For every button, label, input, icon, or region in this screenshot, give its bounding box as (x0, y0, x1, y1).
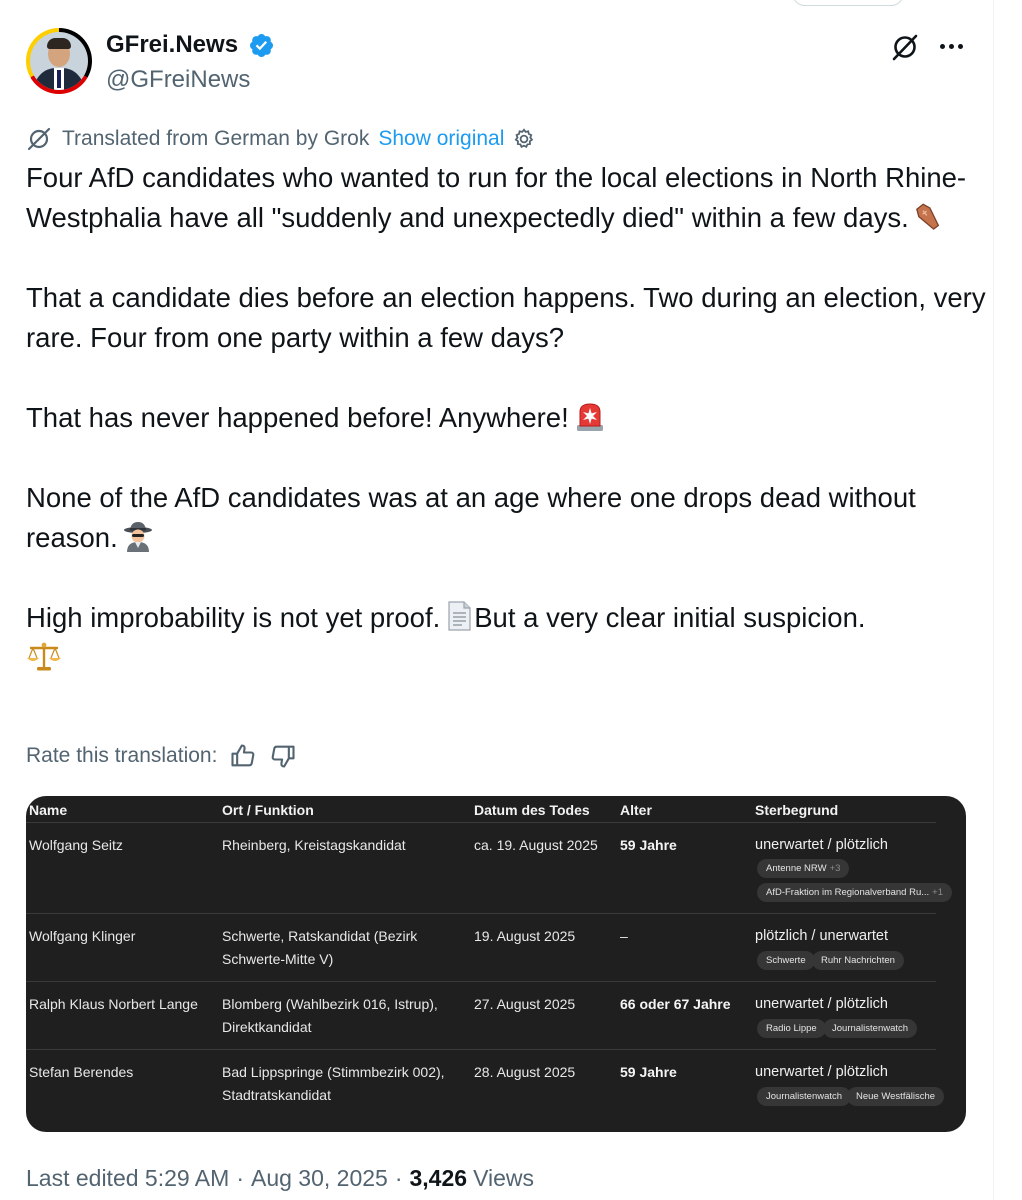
last-edited[interactable]: Last edited 5:29 AM (26, 1164, 230, 1191)
cell-ort: Bad Lippspringe (Stimmbezirk 002), (222, 1064, 445, 1080)
table-header-grund: Sterbegrund (755, 802, 839, 818)
table-divider (26, 822, 936, 823)
cell-ort-line2: Direktkandidat (222, 1019, 312, 1035)
cell-sterbegrund: unerwartet / plötzlich (755, 837, 888, 853)
source-chip[interactable]: Neue Westfälische (847, 1087, 944, 1106)
scales-icon (26, 640, 62, 672)
more-icon[interactable] (934, 34, 968, 58)
footer-separator: · (394, 1164, 403, 1191)
views-label: Views (473, 1164, 534, 1191)
cell-sterbegrund: unerwartet / plötzlich (755, 1064, 888, 1080)
detective-icon (122, 520, 154, 552)
views-count: 3,426 (409, 1164, 468, 1191)
cell-alter: 59 Jahre (620, 1064, 677, 1080)
candidates-table-image[interactable] (26, 796, 966, 1132)
source-chip[interactable]: Journalistenwatch (823, 1019, 917, 1038)
verified-badge-icon (248, 32, 275, 59)
source-chip[interactable]: Ruhr Nachrichten (812, 951, 904, 970)
table-header-name: Name (29, 802, 68, 818)
tweet-paragraph: That a candidate dies before an election happens. Two during an election, very rare. Four from one party within a few days? (26, 282, 986, 353)
tweet-paragraph: Four AfD candidates who wanted to run for the local elections in North Rhine-Westphalia have all "suddenly and unexpectedly died" within a few days. (26, 162, 967, 233)
cell-name: Ralph Klaus Norbert Lange (29, 996, 198, 1012)
footer-separator: · (236, 1164, 244, 1191)
police-light-icon (573, 400, 607, 432)
cell-sterbegrund: plötzlich / unerwartet (755, 928, 888, 944)
cell-datum: 28. August 2025 (474, 1064, 576, 1080)
tweet-footer (26, 1162, 534, 1194)
cell-datum: ca. 19. August 2025 (474, 837, 598, 853)
table-divider (26, 981, 936, 982)
coffin-icon (913, 202, 943, 232)
page-icon (444, 600, 474, 632)
cell-ort-line2: Stadtratskandidat (222, 1087, 331, 1103)
cell-alter: – (620, 928, 628, 944)
rate-translation-label: Rate this translation: (26, 744, 218, 767)
thumbs-down-icon[interactable] (269, 742, 297, 770)
table-header-ort: Ort / Funktion (222, 802, 314, 818)
tweet-paragraph: High improbability is not yet proof. But a very clear initial suspicion. (26, 598, 986, 678)
table-header-datum: Datum des Todes (474, 802, 590, 818)
post-date[interactable]: Aug 30, 2025 (250, 1164, 388, 1191)
rate-translation (26, 740, 297, 772)
tweet-text (26, 158, 986, 678)
translation-notice-text: Translated from German by Grok (62, 127, 370, 150)
table-divider (26, 913, 936, 914)
cell-datum: 27. August 2025 (474, 996, 576, 1012)
cell-ort: Schwerte, Ratskandidat (Bezirk (222, 928, 418, 944)
gear-icon[interactable] (512, 127, 536, 151)
table-header-alter: Alter (620, 802, 652, 818)
follow-button-partial[interactable] (792, 0, 904, 6)
column-divider (993, 0, 994, 1200)
grok-icon[interactable] (890, 32, 920, 62)
translation-notice (26, 124, 536, 154)
thumbs-up-icon[interactable] (229, 742, 257, 770)
cell-ort-line2: Schwerte-Mitte V) (222, 951, 334, 967)
author-display-name[interactable]: GFrei.News (106, 31, 239, 58)
table-divider (26, 1049, 936, 1050)
avatar[interactable] (26, 28, 92, 94)
tweet-paragraph: None of the AfD candidates was at an age where one drops dead without reason. (26, 482, 916, 553)
source-chip[interactable]: Antenne NRW +3 (757, 859, 849, 878)
cell-datum: 19. August 2025 (474, 928, 576, 944)
cell-ort: Blomberg (Wahlbezirk 016, Istrup), (222, 996, 438, 1012)
cell-ort: Rheinberg, Kreistagskandidat (222, 837, 406, 853)
author-handle[interactable]: @GFreiNews (106, 66, 251, 93)
source-chip[interactable]: Radio Lippe (757, 1019, 826, 1038)
cell-sterbegrund: unerwartet / plötzlich (755, 996, 888, 1012)
show-original-link[interactable]: Show original (378, 127, 505, 150)
cell-name: Wolfgang Seitz (29, 837, 123, 853)
cell-alter: 66 oder 67 Jahre (620, 996, 731, 1012)
cell-name: Stefan Berendes (29, 1064, 134, 1080)
translate-icon (26, 126, 52, 152)
tweet-paragraph: That has never happened before! Anywhere! (26, 398, 986, 438)
source-chip[interactable]: AfD-Fraktion im Regionalverband Ru... +1 (757, 883, 952, 902)
cell-name: Wolfgang Klinger (29, 928, 136, 944)
source-chip[interactable]: Schwerte (757, 951, 815, 970)
source-chip[interactable]: Journalistenwatch (757, 1087, 851, 1106)
cell-alter: 59 Jahre (620, 837, 677, 853)
